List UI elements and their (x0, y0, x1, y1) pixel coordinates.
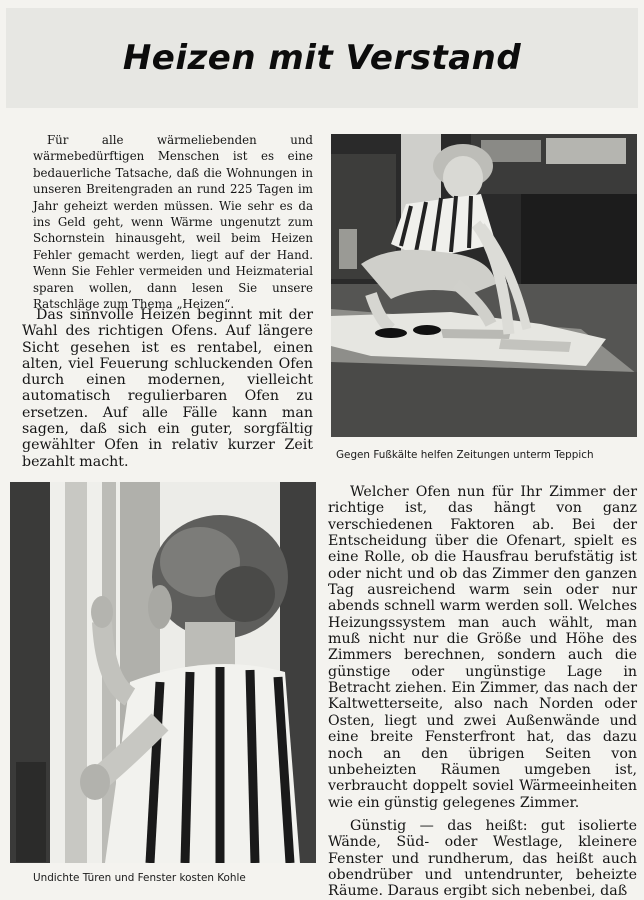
right-body-column (328, 484, 637, 900)
body-paragraph-right-2: Günstig — das heißt: gut isolierte Wände, Süd- oder Westlage, kleinere Fenster und rundherum, das heißt auch obendrüber und untendrunter, beheizte Räume. Daraus ergibt sich nebenbei, daß (328, 817, 637, 900)
intro-paragraph: Für alle wärmeliebenden und wärmebedürftigen Menschen ist es eine bedauerliche Tatsache, daß die Wohnungen in unseren Breitengraden an rund 225 Tagen im Jahr geheizt werden müssen. Wie sehr es da ins Geld geht, wenn Wärme ungenutzt zum Schornstein hinausgeht, weil beim Heizen Fehler gemacht werden, liegt auf der Hand. Wenn Sie Fehler vermeiden und Heizmaterial sparen wollen, dann lesen Sie unsere Ratschläge zum Thema „Heizen“. (33, 133, 313, 312)
photo-woman-spreading-newspapers (331, 134, 637, 437)
intro-column (33, 132, 313, 312)
photo-caption-bottom: Undichte Türen und Fenster kosten Kohle (33, 872, 246, 884)
article-title: Heizen mit Verstand (122, 38, 522, 78)
photo-caption-top: Gegen Fußkälte helfen Zeitungen unterm Teppich (336, 449, 594, 461)
photo-woman-at-window (10, 482, 316, 863)
left-body-column (22, 307, 313, 470)
body-paragraph-left: Das sinnvolle Heizen beginnt mit der Wahl des richtigen Ofens. Auf längere Sicht gesehen ist es rentabel, einen alten, viel Feuerung schluckenden Ofen durch einen modernen, vielleicht automatisch regulierbaren Ofen zu ersetzen. Auf alle Fälle kann man sagen, daß sich ein guter, sorgfältig gewählter Ofen in relativ kurzer Zeit bezahlt macht. (22, 307, 313, 470)
body-paragraph-right-1: Welcher Ofen nun für Ihr Zimmer der richtige ist, das hängt von ganz verschiedenen Faktoren ab. Bei der Entscheidung über die Ofenart, spielt es eine Rolle, ob die Hausfrau berufstätig ist oder nicht und ob das Zimmer den ganzen Tag ausreichend warm sein oder nur abends schnell warm werden soll. Welches Heizungssystem man auch wählt, man muß nicht nur die Größe und Höhe des Zimmers berechnen, sondern auch die günstige oder ungünstige Lage in Betracht ziehen. Ein Zimmer, das nach der Kaltwetterseite, also nach Norden oder Osten, liegt und zwei Außenwände und eine breite Fensterfront hat, das dazu noch an den übrigen Seiten von unbeheizten Räumen umgeben ist, verbraucht doppelt soviel Wärmeeinheiten wie ein günstig gelegenes Zimmer. (328, 484, 637, 811)
